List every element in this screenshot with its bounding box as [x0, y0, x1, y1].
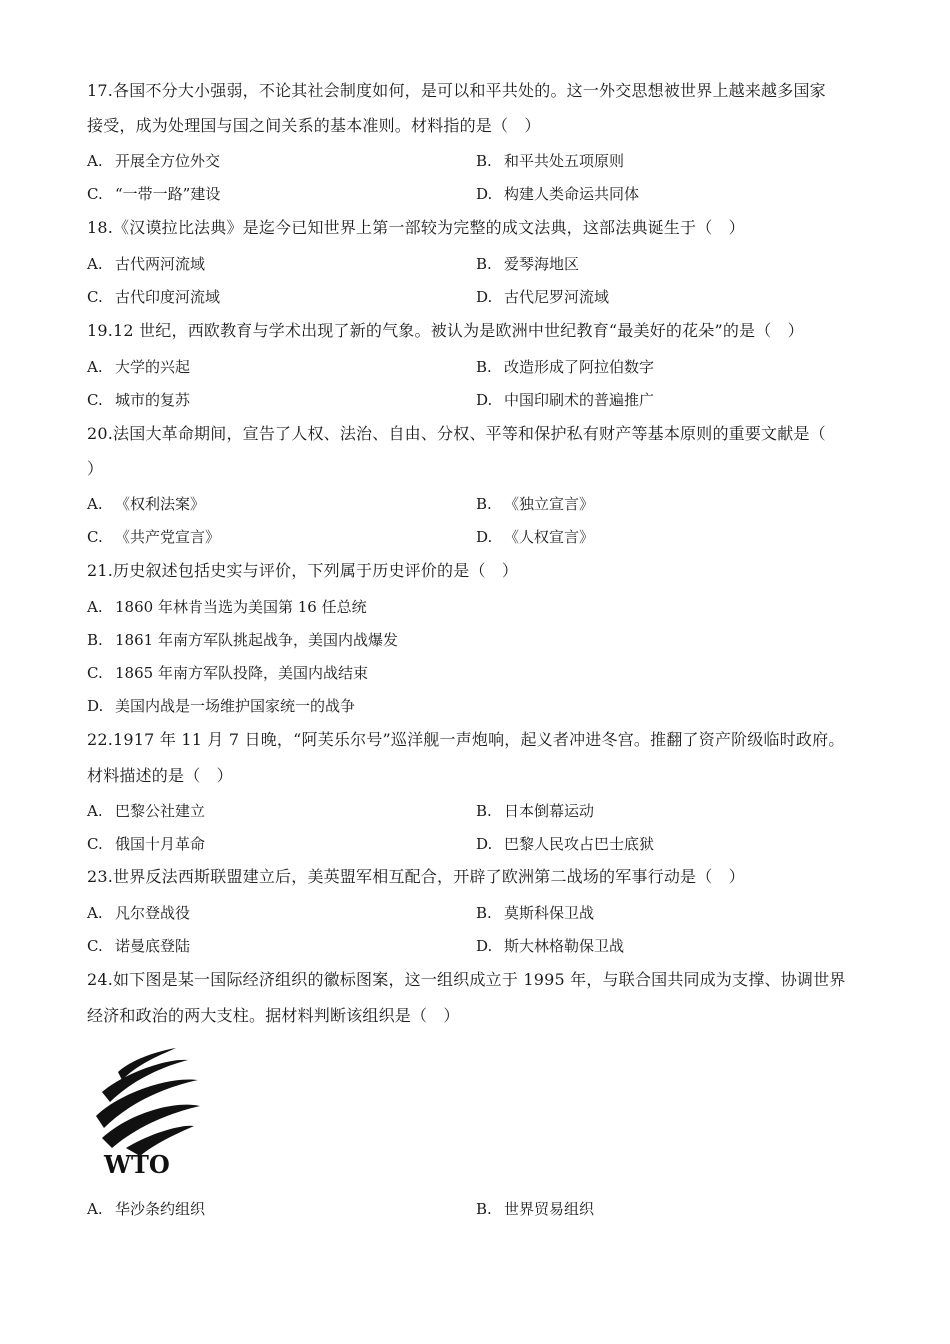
- question-21-line-1: 21.历史叙述包括史实与评价，下列属于历史评价的是（ ）: [87, 561, 519, 580]
- question-22-line-2: 材料描述的是（ ）: [87, 766, 233, 785]
- q17-option-a[interactable]: A. 开展全方位外交: [87, 152, 221, 170]
- q21-option-a[interactable]: A. 1860 年林肯当选为美国第 16 任总统: [87, 598, 367, 616]
- q17-option-b[interactable]: B. 和平共处五项原则: [476, 152, 625, 170]
- wto-logo: [88, 1040, 208, 1180]
- q20-option-a[interactable]: A. 《权利法案》: [87, 495, 206, 513]
- question-22-line-1: 22.1917 年 11 月 7 日晚，“阿芙乐尔号”巡洋舰一声炮响，起义者冲进冬宫。推翻了资产阶级临时政府。: [87, 730, 845, 749]
- q19-option-a[interactable]: A. 大学的兴起: [87, 358, 191, 376]
- q23-option-a[interactable]: A. 凡尔登战役: [87, 904, 191, 922]
- q22-option-a[interactable]: A. 巴黎公社建立: [87, 802, 206, 820]
- q19-option-d[interactable]: D. 中国印刷术的普遍推广: [476, 391, 655, 409]
- question-17-line-1: 17.各国不分大小强弱，不论其社会制度如何，是可以和平共处的。这一外交思想被世界上越来越多国家: [87, 81, 826, 100]
- q18-option-a[interactable]: A. 古代两河流域: [87, 255, 206, 273]
- q23-option-c[interactable]: C. 诺曼底登陆: [87, 937, 191, 955]
- q21-option-c[interactable]: C. 1865 年南方军队投降，美国内战结束: [87, 664, 368, 682]
- q20-option-d[interactable]: D. 《人权宣言》: [476, 528, 595, 546]
- q20-option-b[interactable]: B. 《独立宣言》: [476, 495, 595, 513]
- q24-option-b[interactable]: B. 世界贸易组织: [476, 1200, 595, 1218]
- question-24-line-2: 经济和政治的两大支柱。据材料判断该组织是（ ）: [87, 1006, 460, 1025]
- question-18-line-1: 18.《汉谟拉比法典》是迄今已知世界上第一部较为完整的成文法典，这部法典诞生于（ ）: [87, 218, 745, 237]
- q18-option-b[interactable]: B. 爱琴海地区: [476, 255, 580, 273]
- q18-option-d[interactable]: D. 古代尼罗河流域: [476, 288, 610, 306]
- wto-logo-text: WTO: [104, 1150, 170, 1179]
- q20-option-c[interactable]: C. 《共产党宣言》: [87, 528, 221, 546]
- q17-option-c[interactable]: C. “一带一路”建设: [87, 185, 221, 203]
- q23-option-b[interactable]: B. 莫斯科保卫战: [476, 904, 595, 922]
- question-23-line-1: 23.世界反法西斯联盟建立后，美英盟军相互配合，开辟了欧洲第二战场的军事行动是（ ）: [87, 867, 745, 886]
- q24-option-a[interactable]: A. 华沙条约组织: [87, 1200, 206, 1218]
- q21-option-d[interactable]: D. 美国内战是一场维护国家统一的战争: [87, 697, 356, 715]
- question-24-line-1: 24.如下图是某一国际经济组织的徽标图案，这一组织成立于 1995 年，与联合国共同成为支撑、协调世界: [87, 970, 846, 989]
- q22-option-c[interactable]: C. 俄国十月革命: [87, 835, 206, 853]
- q17-option-d[interactable]: D. 构建人类命运共同体: [476, 185, 640, 203]
- wto-swirl-icon: [88, 1040, 208, 1180]
- q18-option-c[interactable]: C. 古代印度河流域: [87, 288, 221, 306]
- question-20-line-1: 20.法国大革命期间，宣告了人权、法治、自由、分权、平等和保护私有财产等基本原则的重要文献是（: [87, 424, 826, 443]
- q19-option-c[interactable]: C. 城市的复苏: [87, 391, 191, 409]
- q22-option-b[interactable]: B. 日本倒幕运动: [476, 802, 595, 820]
- q19-option-b[interactable]: B. 改造形成了阿拉伯数字: [476, 358, 655, 376]
- question-19-line-1: 19.12 世纪，西欧教育与学术出现了新的气象。被认为是欧洲中世纪教育“最美好的花朵”的是（ ）: [87, 321, 804, 340]
- question-17-line-2: 接受，成为处理国与国之间关系的基本准则。材料指的是（ ）: [87, 116, 541, 135]
- q21-option-b[interactable]: B. 1861 年南方军队挑起战争，美国内战爆发: [87, 631, 398, 649]
- question-20-line-2: ）: [87, 459, 104, 478]
- q23-option-d[interactable]: D. 斯大林格勒保卫战: [476, 937, 625, 955]
- q22-option-d[interactable]: D. 巴黎人民攻占巴士底狱: [476, 835, 655, 853]
